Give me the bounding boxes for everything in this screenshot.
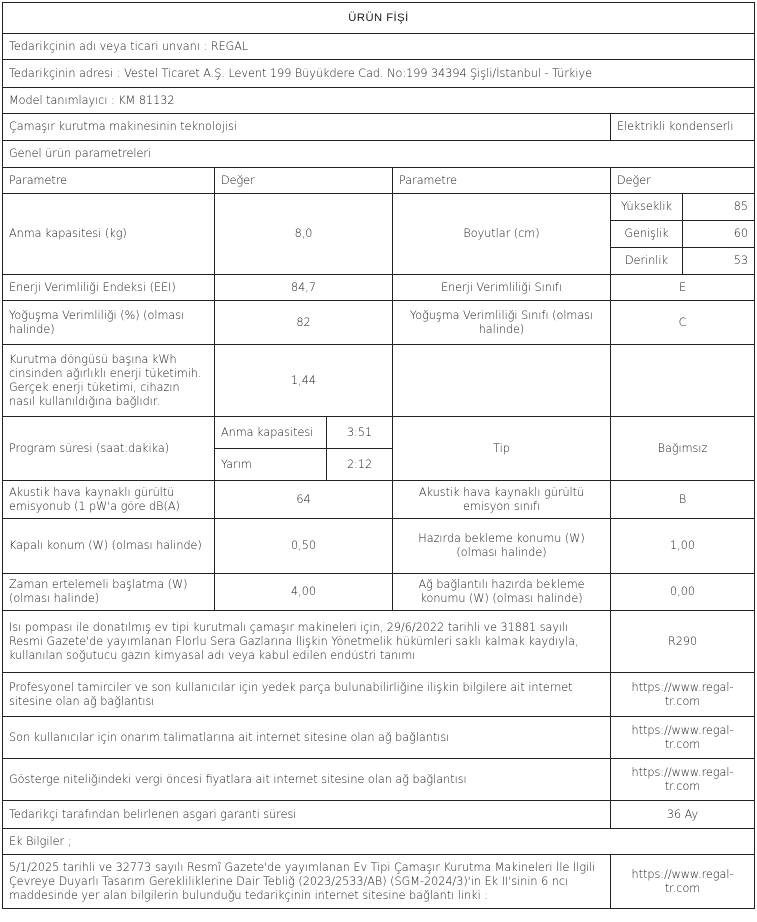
- heat-pump-value: R290: [611, 611, 755, 673]
- eei-value: 84,7: [215, 275, 393, 301]
- energy-class-value: E: [611, 275, 755, 301]
- general-parameters-heading: Genel ürün parametreleri: [3, 141, 755, 168]
- header-value-1: Değer: [215, 168, 393, 194]
- condensation-value: 82: [215, 301, 393, 345]
- condensation-class-value: C: [611, 301, 755, 345]
- program-half-label: Yarım: [215, 449, 327, 481]
- supplier-address: Tedarikçinin adresi : Vestel Ticaret A.Ş. Levent 199 Büyükdere Cad. No:199 34394 Şişli/İstanbul - Türkiye: [3, 60, 755, 88]
- off-mode-value: 0,50: [215, 519, 393, 574]
- repair-text: Son kullanıcılar için onarım talimatlarına ait internet sitesine olan ağ bağlantısı: [3, 717, 611, 759]
- dimensions-label: Boyutlar (cm): [393, 194, 611, 275]
- depth-value: 53: [683, 248, 755, 275]
- energy-class-label: Enerji Verimliliği Sınıfı: [393, 275, 611, 301]
- price-link[interactable]: https://www.regal-tr.com: [611, 759, 755, 801]
- header-parameter-2: Parametre: [393, 168, 611, 194]
- delay-start-value: 4,00: [215, 574, 393, 611]
- standby-value: 1,00: [611, 519, 755, 574]
- width-label: Genişlik: [611, 221, 683, 248]
- acoustic-class-label: Akustik hava kaynaklı gürültü emisyon sınıfı: [393, 481, 611, 519]
- empty-cell: [611, 345, 755, 417]
- price-text: Gösterge niteliğindeki vergi öncesi fiyatlara ait internet sitesine olan ağ bağlantısı: [3, 759, 611, 801]
- spare-parts-link[interactable]: https://www.regal-tr.com: [611, 673, 755, 717]
- energy-cycle-label: Kurutma döngüsü başına kWh cinsinden ağırlıklı enerji tüketimih. Gerçek enerji tüketimi, cihazın nasıl kullanıldığına bağlıdır.: [3, 345, 215, 417]
- capacity-label: Anma kapasitesi (kg): [3, 194, 215, 275]
- delay-start-label: Zaman ertelemeli başlatma (W) (olması halinde): [3, 574, 215, 611]
- type-label: Tip: [393, 417, 611, 481]
- program-half-value: 2:12: [327, 449, 393, 481]
- off-mode-label: Kapalı konum (W) (olması halinde): [3, 519, 215, 574]
- repair-link[interactable]: https://www.regal-tr.com: [611, 717, 755, 759]
- supplier-name: Tedarikçinin adı veya ticari unvanı : REGAL: [3, 34, 755, 60]
- page-title: ÜRÜN FİŞİ: [3, 3, 755, 34]
- network-standby-label: Ağ bağlantılı hazırda bekleme konumu (W) (olması halinde): [393, 574, 611, 611]
- condensation-class-label: Yoğuşma Verimliliği Sınıfı (olması halinde): [393, 301, 611, 345]
- regulation-text: 5/1/2025 tarihli ve 32773 sayılı Resmî Gazete'de yayımlanan Ev Tipi Çamaşır Kurutma Makineleri İle İlgili Çevreye Duyarlı Tasarım Gerekliliklerine Dair Tebliğ (2023/2533/AB) (SGM-2024/3)'in Ek II'sinin 6 ncı maddesinde yer alan bilgilerin bulunduğu tedarikçinin internet sitesine bağlantı linki :: [3, 855, 611, 909]
- technology-value: Elektrikli kondenserli: [611, 114, 755, 141]
- energy-cycle-value: 1,44: [215, 345, 393, 417]
- standby-label: Hazırda bekleme konumu (W) (olması halinde): [393, 519, 611, 574]
- header-parameter-1: Parametre: [3, 168, 215, 194]
- eei-label: Enerji Verimliliği Endeksi (EEI): [3, 275, 215, 301]
- model-identifier: Model tanımlayıcı : KM 81132: [3, 88, 755, 114]
- acoustic-label: Akustik hava kaynaklı gürültü emisyonub (1 pW'a göre dB(A): [3, 481, 215, 519]
- empty-cell: [393, 345, 611, 417]
- program-rated-label: Anma kapasitesi: [215, 417, 327, 449]
- acoustic-class-value: B: [611, 481, 755, 519]
- extra-info-heading: Ek Bilgiler ;: [3, 829, 755, 855]
- type-value: Bağımsız: [611, 417, 755, 481]
- spare-parts-text: Profesyonel tamirciler ve son kullanıcılar için yedek parça bulunabilirliğine ilişkin bilgilere ait internet sitesine olan ağ bağlantısı: [3, 673, 611, 717]
- warranty-text: Tedarikçi tarafından belirlenen asgari garanti süresi: [3, 801, 611, 829]
- header-value-2: Değer: [611, 168, 755, 194]
- program-duration-label: Program süresi (saat:dakika): [3, 417, 215, 481]
- acoustic-value: 64: [215, 481, 393, 519]
- heat-pump-text: Isı pompası ile donatılmış ev tipi kurutmalı çamaşır makineleri için, 29/6/2022 tarihli ve 31881 sayılı Resmi Gazete'de yayımlanan Florlu Sera Gazlarına İlişkin Yönetmelik hükümleri saklı kalmak kaydıyla, kullanılan soğutucu gazın kimyasal adı veya kabul edilen endüstri tanımı: [3, 611, 611, 673]
- height-label: Yükseklik: [611, 194, 683, 221]
- network-standby-value: 0,00: [611, 574, 755, 611]
- condensation-label: Yoğuşma Verimliliği (%) (olması halinde): [3, 301, 215, 345]
- warranty-value: 36 Ay: [611, 801, 755, 829]
- technology-label: Çamaşır kurutma makinesinin teknolojisi: [3, 114, 611, 141]
- depth-label: Derinlik: [611, 248, 683, 275]
- capacity-value: 8,0: [215, 194, 393, 275]
- height-value: 85: [683, 194, 755, 221]
- program-rated-value: 3:51: [327, 417, 393, 449]
- width-value: 60: [683, 221, 755, 248]
- product-fiche-table: [2, 2, 755, 909]
- regulation-link[interactable]: https://www.regal-tr.com: [611, 855, 755, 909]
